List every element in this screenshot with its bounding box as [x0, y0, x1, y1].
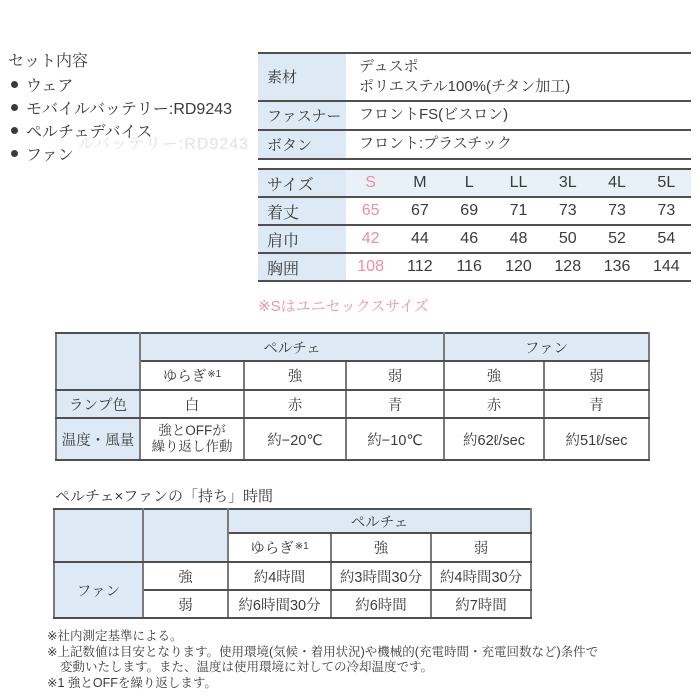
size-cell: 108	[357, 258, 384, 275]
lamp-row-label: ランプ色	[56, 390, 140, 418]
mode-sub-header: 強	[244, 361, 346, 390]
size-row-label: 着丈	[258, 198, 346, 224]
footnotes	[47, 629, 687, 691]
duration-value: 約4時間30分	[431, 562, 531, 590]
fan-row-group-label: ファン	[54, 562, 143, 618]
size-col-header: L	[445, 170, 494, 196]
size-cell: 116	[456, 258, 482, 275]
spec-value-line: フロント:プラスチック	[359, 135, 512, 153]
spec-row-label: 素材	[258, 54, 346, 100]
duration-value: 約6時間	[331, 590, 431, 618]
mode-table	[55, 332, 650, 461]
material-spec-table	[258, 52, 691, 160]
size-col-header: S	[346, 170, 395, 196]
footnote-line: ※上記数値は目安となります。使用環境(気候・着用状況)や機械的(充電時間・充電回数など)条件で	[47, 644, 599, 659]
size-cell: 42	[361, 230, 380, 247]
table-row	[258, 226, 691, 254]
airflow-value: 約51ℓ/sec	[544, 418, 649, 460]
size-cell: 128	[554, 258, 582, 275]
list-item	[8, 119, 260, 142]
temp-row-label: 温度・風量	[56, 418, 140, 460]
size-cell: 44	[411, 230, 429, 247]
lamp-color-value: 青	[544, 390, 649, 418]
size-cell: 71	[509, 202, 528, 219]
mode-group-header-peltier: ペルチェ	[140, 333, 444, 361]
mode-corner-cell	[56, 333, 140, 390]
fan-strength-label: 強	[143, 562, 228, 590]
duration-table	[53, 508, 532, 619]
duration-title: ペルチェ×ファンの「持ち」時間	[55, 488, 274, 505]
spec-row-value	[346, 54, 691, 100]
temp-mode-line: 繰り返し作動	[151, 439, 233, 454]
duration-corner-cell	[54, 509, 143, 562]
duration-value: 約3時間30分	[331, 562, 431, 590]
size-cell: 46	[460, 230, 479, 247]
unisex-size-note: ※Sはユニセックスサイズ	[258, 298, 429, 315]
footnote-ref: ※1	[207, 369, 222, 380]
yuragi-mode-cell	[140, 418, 244, 460]
list-item	[8, 96, 260, 119]
size-col-header: M	[395, 170, 444, 196]
set-item-label: ファン	[26, 147, 74, 164]
size-col-header: 5L	[642, 170, 691, 196]
table-row	[258, 102, 691, 131]
spec-value-line: ポリエステル100%(チタン加工)	[359, 77, 571, 95]
size-cell: 73	[657, 202, 676, 219]
table-row	[258, 198, 691, 226]
table-row	[54, 509, 531, 533]
spec-row-label: ファスナー	[258, 102, 346, 129]
size-table	[258, 168, 691, 282]
set-contents-title: セット内容	[8, 53, 89, 70]
duration-sub-header: 強	[331, 533, 431, 562]
spec-value-line: デュスポ	[359, 58, 419, 75]
bullet-icon	[11, 81, 18, 88]
table-row	[56, 333, 649, 361]
size-cell: 69	[460, 202, 479, 219]
size-cell: 65	[361, 202, 380, 219]
lamp-color-value: 白	[140, 390, 244, 418]
spec-row-label: ボタン	[258, 131, 346, 158]
spec-row-value	[346, 102, 691, 129]
temp-value: 約−10℃	[346, 418, 444, 460]
airflow-value: 約62ℓ/sec	[444, 418, 544, 460]
duration-value: 約4時間	[228, 562, 331, 590]
temp-value: 約−20℃	[244, 418, 346, 460]
table-row	[56, 418, 649, 460]
mode-group-header-fan: ファン	[444, 333, 649, 361]
size-col-header: LL	[494, 170, 543, 196]
size-cell: 144	[652, 258, 680, 275]
size-cell: 73	[558, 202, 577, 219]
size-row-label: 肩巾	[258, 226, 346, 252]
table-row	[258, 54, 691, 102]
size-cell: 67	[411, 202, 429, 219]
spec-value-line: フロントFS(ビスロン)	[359, 106, 509, 124]
set-item-label: モバイルバッテリー:RD9243	[26, 101, 233, 118]
set-contents-section	[8, 50, 260, 165]
duration-corner-cell	[143, 509, 228, 562]
size-cell: 73	[608, 202, 626, 219]
table-row	[258, 131, 691, 160]
set-item-label: ペルチェデバイス	[26, 124, 153, 141]
size-cell: 50	[558, 230, 577, 247]
duration-sub-header	[228, 533, 331, 562]
duration-sub-header: 弱	[431, 533, 531, 562]
mode-sub-header: 弱	[346, 361, 444, 390]
duration-group-header-peltier: ペルチェ	[228, 509, 531, 533]
size-cell: 52	[608, 230, 626, 247]
lamp-color-value: 青	[346, 390, 444, 418]
list-item	[8, 73, 260, 96]
size-cell: 112	[407, 258, 433, 275]
temp-mode-line: 強とOFFが	[158, 422, 226, 438]
list-item	[8, 142, 260, 165]
table-row	[54, 562, 531, 590]
ghost-watermark-text: ルバッテリー:RD9243	[78, 136, 250, 153]
footnote-line: ※社内測定基準による。	[47, 629, 183, 643]
size-cell: 136	[603, 258, 631, 275]
size-col-header: 4L	[592, 170, 641, 196]
mode-sub-header-label: ゆらぎ	[162, 369, 207, 385]
footnote-line: 変動いたします。また、温度は使用環境に対しての冷却温度です。	[60, 660, 434, 674]
size-header-label: サイズ	[258, 170, 346, 196]
duration-value: 約6時間30分	[228, 590, 331, 618]
duration-sub-header-label: ゆらぎ	[250, 541, 294, 557]
table-row	[56, 361, 649, 390]
mode-sub-header: 弱	[544, 361, 649, 390]
footnote-line: ※1 強とOFFを繰り返します。	[47, 675, 217, 690]
mode-sub-header	[140, 361, 244, 390]
fan-strength-label: 弱	[143, 590, 228, 618]
lamp-color-value: 赤	[244, 390, 346, 418]
spec-row-value	[346, 131, 691, 158]
mode-sub-header: 強	[444, 361, 544, 390]
footnote-ref: ※1	[294, 541, 309, 552]
set-item-label: ウェア	[26, 78, 74, 95]
bullet-icon	[11, 150, 18, 157]
size-cell: 48	[509, 230, 528, 247]
bullet-icon	[11, 127, 18, 134]
bullet-icon	[11, 104, 18, 111]
table-row	[258, 254, 691, 282]
size-row-label: 胸囲	[258, 254, 346, 280]
table-row	[56, 390, 649, 418]
size-cell: 54	[657, 230, 676, 247]
size-col-header: 3L	[543, 170, 592, 196]
duration-value: 約7時間	[431, 590, 531, 618]
size-header-row	[258, 170, 691, 198]
lamp-color-value: 赤	[444, 390, 544, 418]
size-cell: 120	[505, 258, 532, 275]
